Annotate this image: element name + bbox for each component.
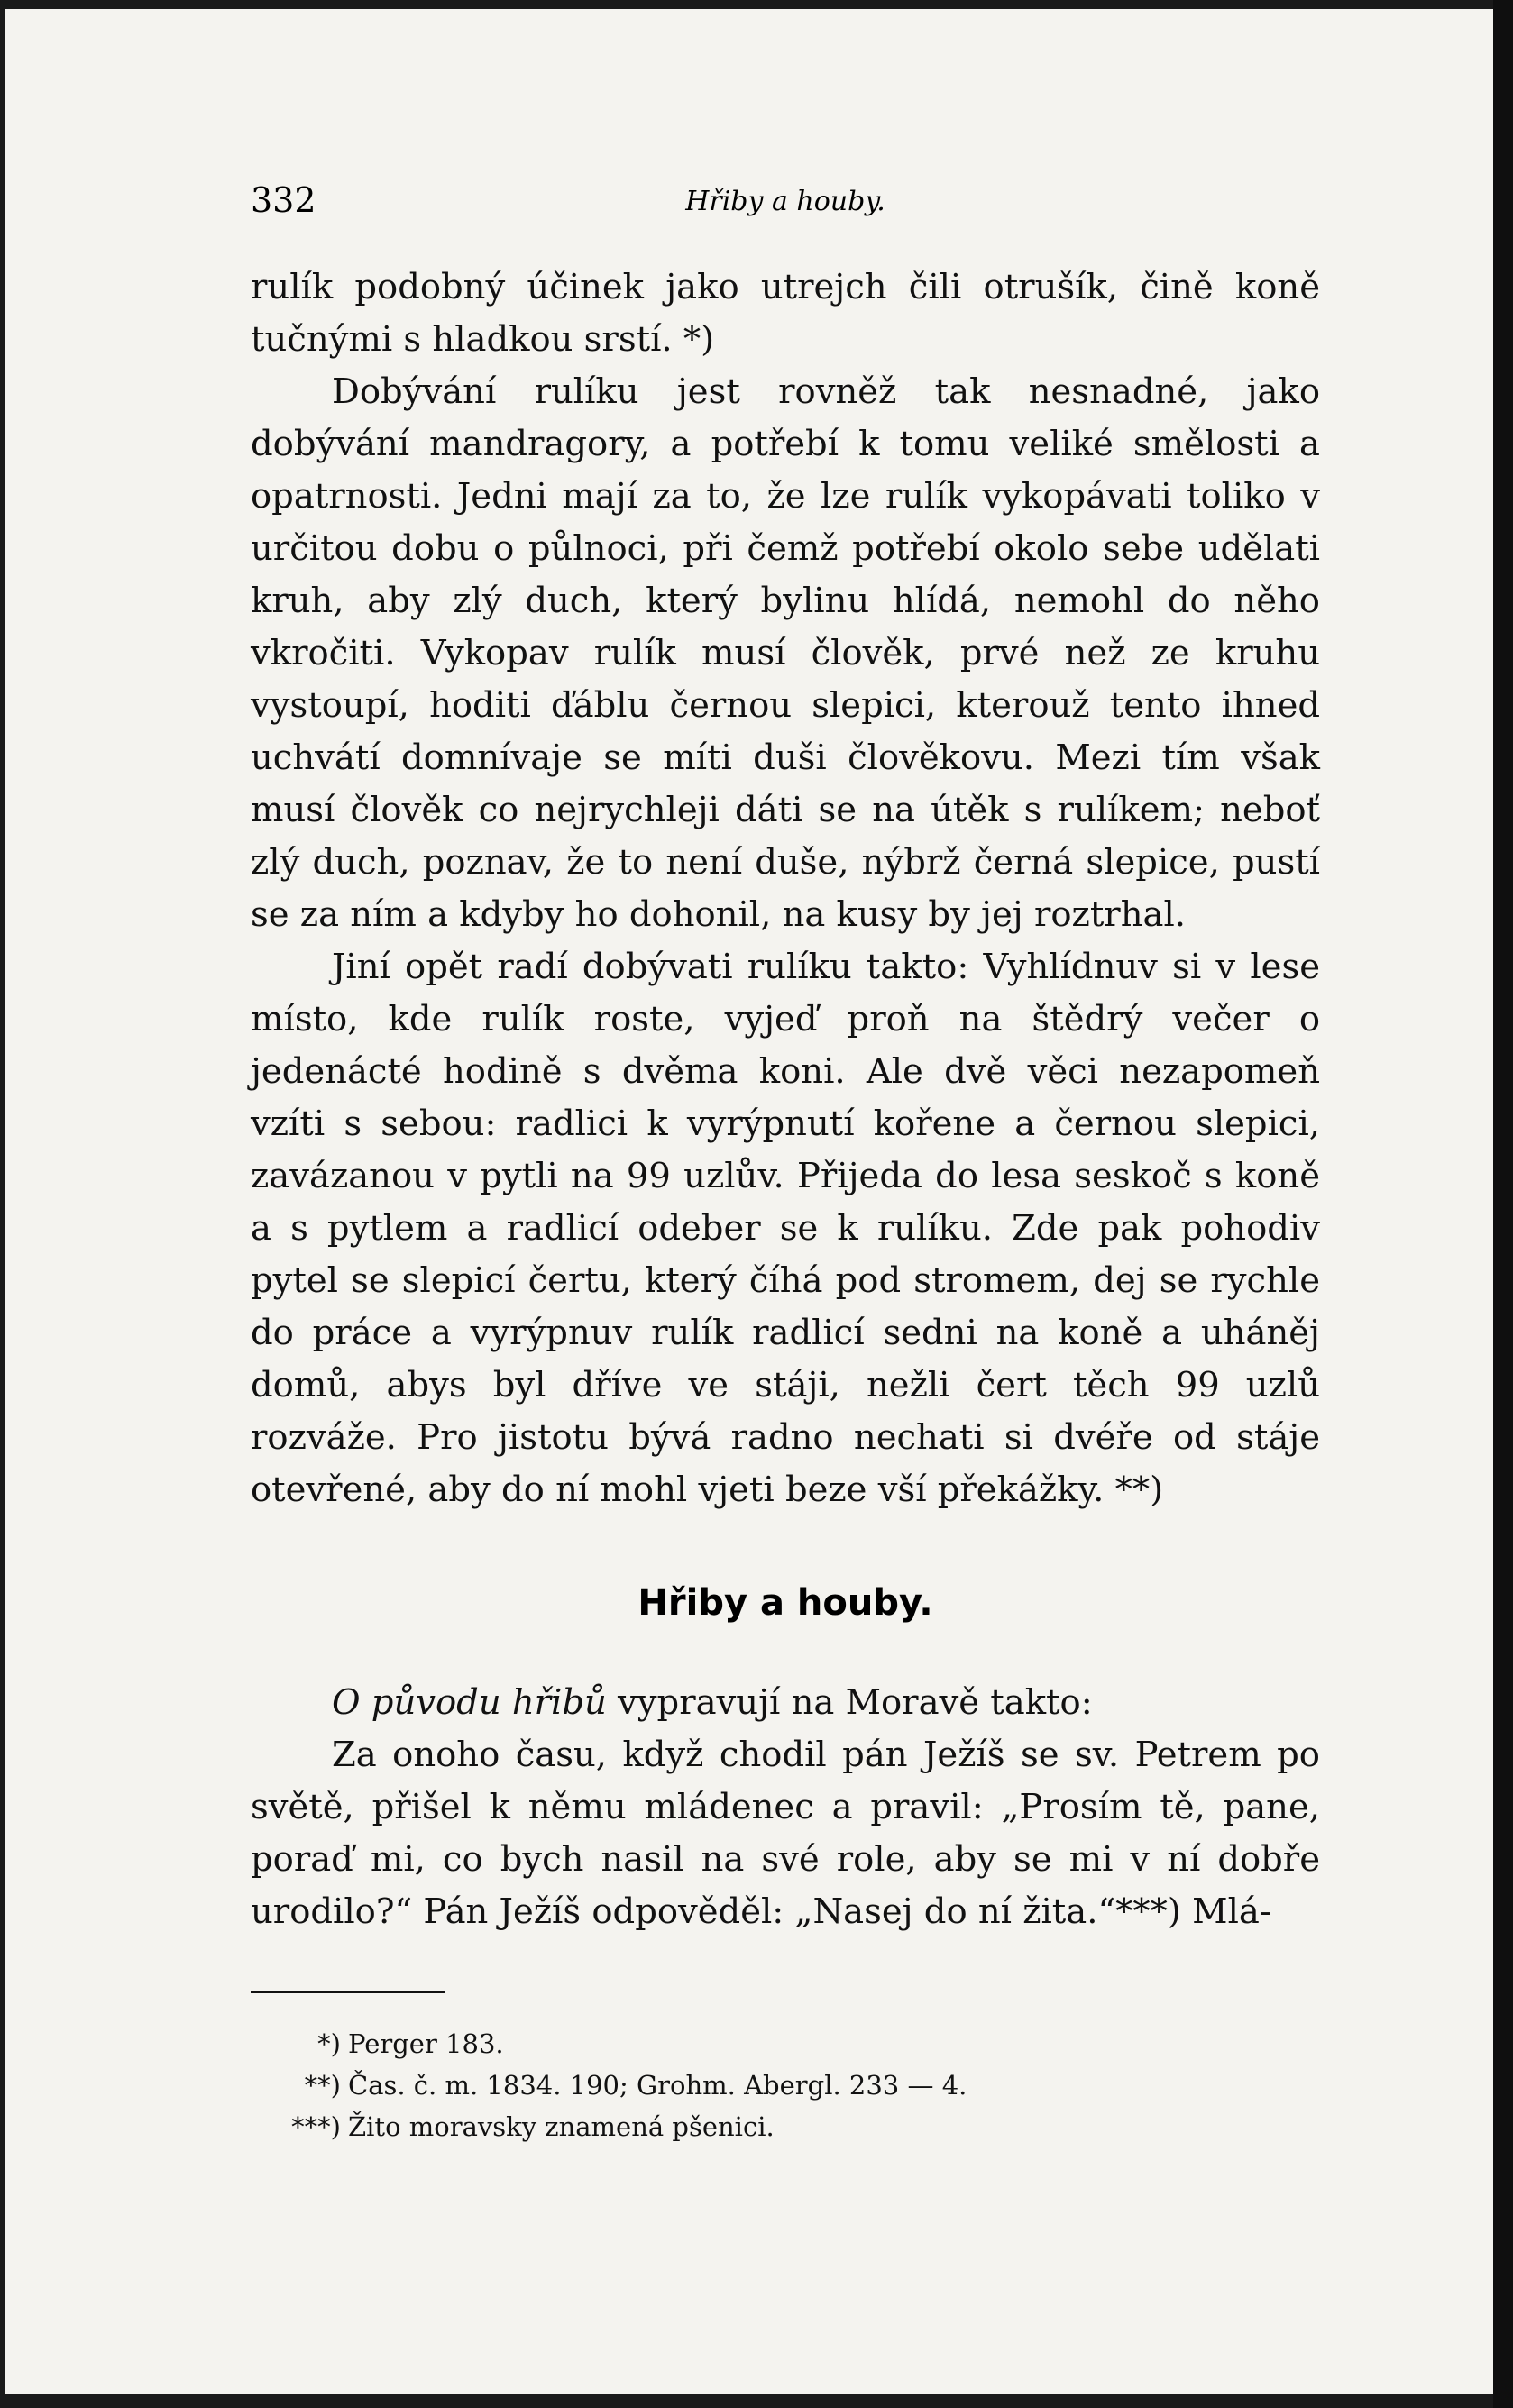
footnote xyxy=(287,2065,1279,2106)
footnotes xyxy=(287,2023,1279,2147)
footnote-mark: *) xyxy=(317,2028,341,2059)
footnote xyxy=(287,2106,1279,2147)
page-header xyxy=(251,180,1320,225)
footnote-mark: **) xyxy=(304,2070,341,2101)
footnote-text: Žito moravsky znamená pšenici. xyxy=(348,2111,775,2142)
paragraph-continuation: rulík podobný účinek jako utrejch čili otrušík, čině koně tučnými s hladkou srstí. *) xyxy=(251,267,1320,360)
section-intro xyxy=(251,1677,1320,1729)
footnote-text: Čas. č. m. 1834. 190; Grohm. Abergl. 233 — 4. xyxy=(348,2070,967,2101)
footnote-mark: ***) xyxy=(291,2111,341,2142)
section-title: Hřiby a houby. xyxy=(637,1582,933,1624)
paragraph: Jiní opět radí dobývati rulíku takto: Vyhlídnuv si v lese místo, kde rulík roste, vyjeď proň na štědrý večer o jedenácté hodině s dvěma koni. Ale dvě věci nezapomeň vzíti s sebou: radlici k vyrýpnutí kořene a černou slepici, zavázanou v pytli na 99 uzlův. Přijeda do lesa seskoč s koně a s pytlem a radlicí odeber se k rulíku. Zde pak pohodiv pytel se slepicí čertu, který číhá pod stromem, dej se rychle do práce a vyrýpnuv rulík radlicí sedni na koně a uháněj domů, abys byl dříve ve stáji, nežli čert těch 99 uzlů rozváže. Pro jistotu bývá radno nechati si dvéře od stáje otevřené, aby do ní mohl vjeti beze vší překážky. **) xyxy=(251,947,1320,1510)
footnote-text: Perger 183. xyxy=(348,2028,504,2059)
intro-rest: vypravují na Moravě takto: xyxy=(606,1682,1093,1723)
footnote xyxy=(287,2023,1279,2065)
intro-italic: O původu hřibů xyxy=(332,1682,607,1723)
section-text xyxy=(251,1677,1320,1938)
paragraph: Za onoho času, když chodil pán Ježíš se sv. Petrem po světě, přišel k němu mládenec a pravil: „Prosím tě, pane, poraď mi, co bych nasil na své role, aby se mi v ní dobře urodilo?“ Pán Ježíš odpověděl: „Nasej do ní žita.“***) Mlá- xyxy=(251,1735,1320,1932)
footnote-rule xyxy=(251,1991,445,1993)
body-text xyxy=(251,261,1320,1516)
page-edge xyxy=(1493,0,1513,2408)
paragraph: Dobývání rulíku jest rovněž tak nesnadné, jako dobývání mandragory, a potřebí k tomu veliké smělosti a opatrnosti. Jedni mají za to, že lze rulík vykopávati toliko v určitou dobu o půlnoci, při čemž potřebí okolo sebe udělati kruh, aby zlý duch, který bylinu hlídá, nemohl do něho vkročiti. Vykopav rulík musí člověk, prvé než ze kruhu vystoupí, hoditi ďáblu černou slepici, kterouž tento ihned uchvátí domnívaje se míti duši člověkovu. Mezi tím však musí člověk co nejrychleji dáti se na útěk s rulíkem; neboť zlý duch, poznav, že to není duše, nýbrž černá slepice, pustí se za ním a kdyby ho dohonil, na kusy by jej roztrhal. xyxy=(251,371,1320,935)
running-head: Hřiby a houby. xyxy=(685,186,885,217)
page-number: 332 xyxy=(251,180,316,220)
